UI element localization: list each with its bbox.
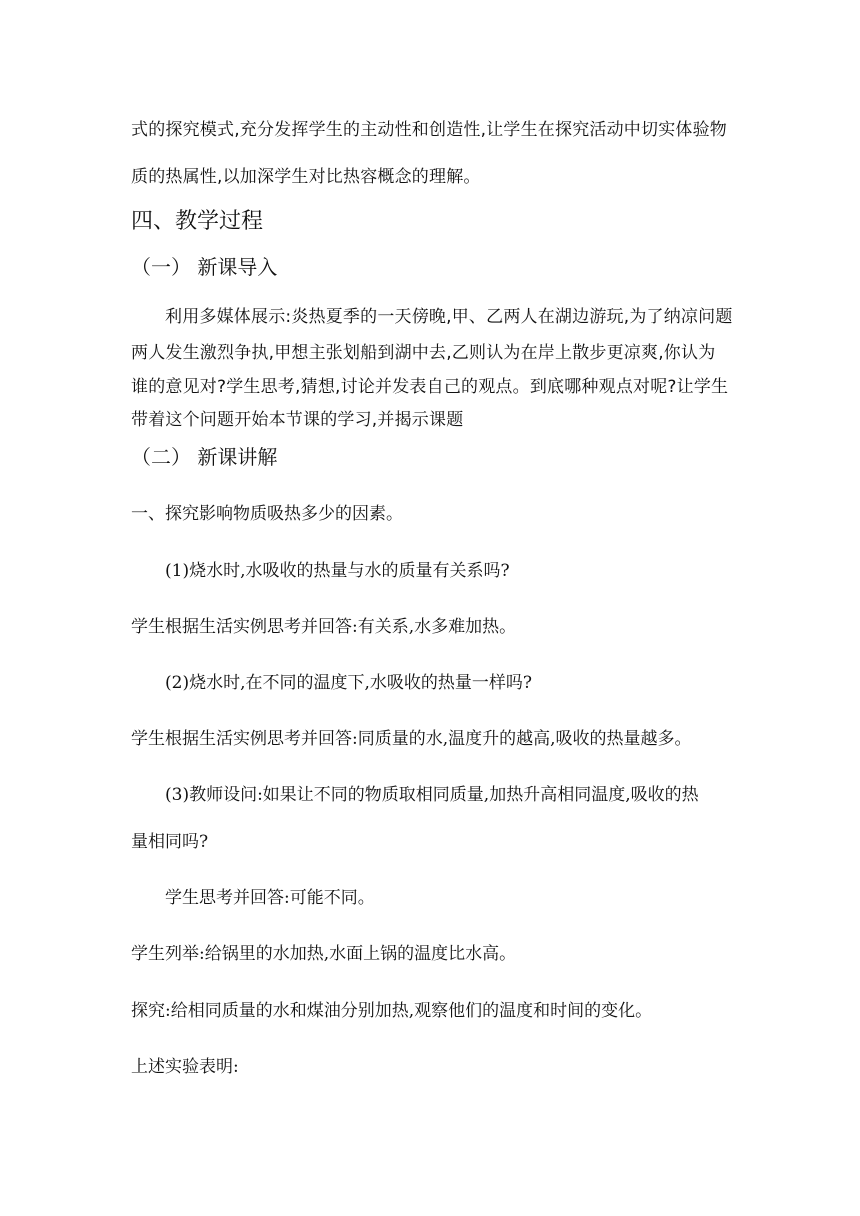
lecture-item-1: 一、探究影响物质吸热多少的因素。	[131, 504, 403, 524]
answer-3: 学生思考并回答:可能不同。	[165, 888, 375, 908]
question-1: (1)烧水时,水吸收的热量与水的质量有关系吗?	[165, 561, 510, 581]
conclusion-text: 上述实验表明:	[131, 1057, 239, 1077]
intro-line-1: 式的探究模式,充分发挥学生的主动性和创造性,让学生在探究活动中切实体验物	[131, 120, 728, 140]
intro-line-2: 质的热属性,以加深学生对比热容概念的理解。	[131, 167, 481, 187]
section-heading-teaching-process: 四、教学过程	[131, 209, 264, 234]
answer-1: 学生根据生活实例思考并回答:有关系,水多难加热。	[131, 617, 517, 637]
intro-paragraph-line-1: 利用多媒体展示:炎热夏季的一天傍晚,甲、乙两人在湖边游玩,为了纳凉问题	[165, 307, 733, 327]
intro-paragraph-line-4: 带着这个问题开始本节课的学习,并揭示课题	[131, 410, 464, 430]
question-3-line-1: (3)教师设问:如果让不同的物质取相同质量,加热升高相同温度,吸收的热	[165, 785, 699, 805]
student-example: 学生列举:给锅里的水加热,水面上锅的温度比水高。	[131, 944, 517, 964]
intro-paragraph-line-3: 谁的意见对?学生思考,猜想,讨论并发表自己的观点。到底哪种观点对呢?让学生	[131, 377, 729, 397]
intro-paragraph-line-2: 两人发生激烈争执,甲想主张划船到湖中去,乙则认为在岸上散步更凉爽,你认为	[131, 343, 716, 363]
subsection-heading-lecture: （二） 新课讲解	[131, 445, 278, 469]
question-3-line-2: 量相同吗?	[131, 832, 209, 852]
subsection-heading-intro: （一） 新课导入	[131, 255, 278, 279]
exploration-text: 探究:给相同质量的水和煤油分别加热,观察他们的温度和时间的变化。	[131, 1001, 653, 1021]
answer-2: 学生根据生活实例思考并回答:同质量的水,温度升的越高,吸收的热量越多。	[131, 729, 692, 749]
question-2: (2)烧水时,在不同的温度下,水吸收的热量一样吗?	[165, 673, 533, 693]
